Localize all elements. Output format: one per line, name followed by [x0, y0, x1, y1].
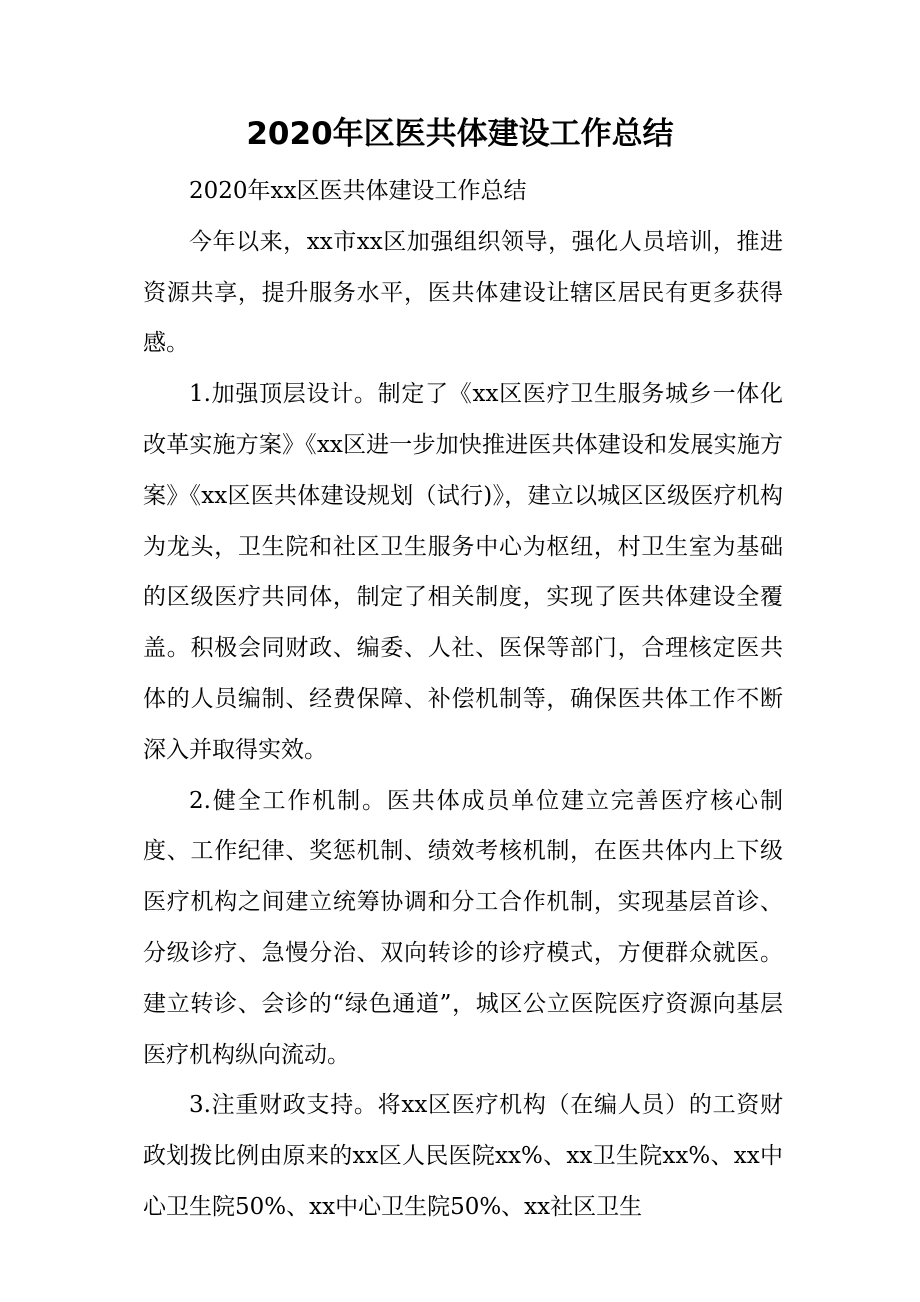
paragraph-section-3: 3.注重财政支持。将xx区医疗机构（在编人员）的工资财政划拨比例由原来的xx区人民医院xx%、xx卫生院xx%、xx中心卫生院50%、xx中心卫生院50%、xx社区卫生: [143, 1092, 783, 1220]
document-body: [143, 166, 783, 1233]
page-title: 2020年区医共体建设工作总结: [246, 116, 674, 152]
paragraph-section-2: 2.健全工作机制。医共体成员单位建立完善医疗核心制度、工作纪律、奖惩机制、绩效考核机制，在医共体内上下级医疗机构之间建立统筹协调和分工合作机制，实现基层首诊、分级诊疗、急慢分治、双向转诊的诊疗模式，方便群众就医。建立转诊、会诊的“绿色通道”，城区公立医院医疗资源向基层医疗机构纵向流动。: [143, 787, 783, 1068]
paragraph-section-1: 1.加强顶层设计。制定了《xx区医疗卫生服务城乡一体化改革实施方案》《xx区进一步加快推进医共体建设和发展实施方案》《xx区医共体建设规划（试行)》，建立以城区区级医疗机构为龙头，卫生院和社区卫生服务中心为枢纽，村卫生室为基础的区级医疗共同体，制定了相关制度，实现了医共体建设全覆盖。积极会同财政、编委、人社、医保等部门，合理核定医共体的人员编制、经费保障、补偿机制等，确保医共体工作不断深入并取得实效。: [143, 381, 783, 763]
paragraph-subtitle: 2020年xx区医共体建设工作总结: [189, 178, 527, 204]
paragraph-intro: 今年以来，xx市xx区加强组织领导，强化人员培训，推进资源共享，提升服务水平，医共体建设让辖区居民有更多获得感。: [143, 228, 783, 357]
